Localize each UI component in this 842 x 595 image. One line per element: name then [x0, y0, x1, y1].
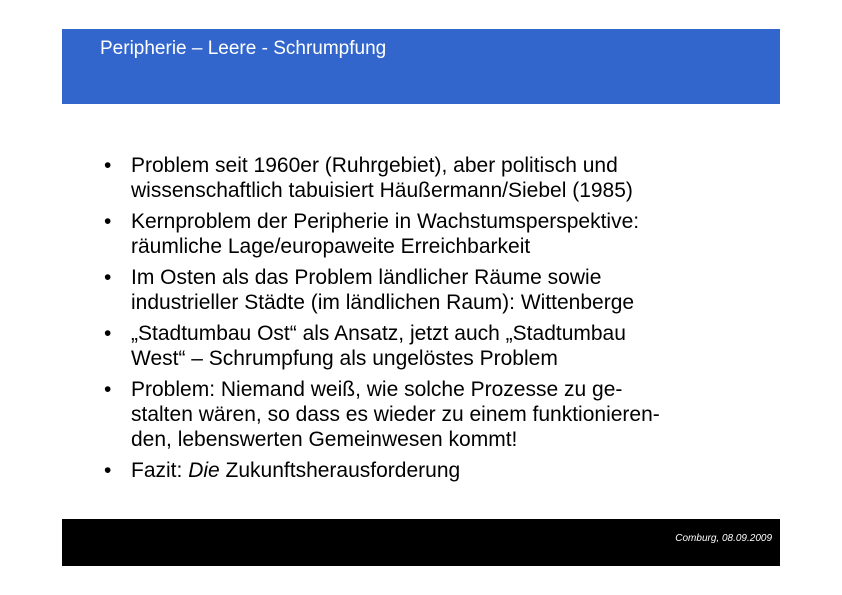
bullet-text [131, 321, 754, 371]
bullet-item [104, 321, 754, 371]
bullet-line: West“ – Schrumpfung als ungelöstes Problem [131, 347, 558, 370]
bullet-marker: • [104, 322, 112, 345]
bullet-text [131, 153, 754, 203]
bullet-item [104, 153, 754, 203]
bullet-line: den, lebenswerten Gemeinwesen kommt! [131, 428, 518, 451]
bullet-line: räumliche Lage/europaweite Erreichbarkeit [131, 235, 531, 258]
bullet-line: Problem seit 1960er (Ruhrgebiet), aber politisch und [131, 154, 618, 177]
bullet-line: stalten wären, so dass es wieder zu einem funktionieren- [131, 403, 660, 426]
bullet-item [104, 377, 754, 452]
bullet-text [131, 209, 754, 259]
footer-bar [62, 519, 780, 566]
bullet-marker: • [104, 378, 112, 401]
bullet-emphasis: Die [188, 459, 220, 482]
bullet-line: industrieller Städte (im ländlichen Raum): Wittenberge [131, 291, 635, 314]
bullet-text [131, 377, 754, 452]
bullet-suffix: Zukunftsherausforderung [219, 459, 461, 482]
bullet-line: Im Osten als das Problem ländlicher Räume sowie [131, 266, 602, 289]
bullet-item [104, 265, 754, 315]
bullet-marker: • [104, 266, 112, 289]
bullet-prefix: Fazit: [131, 459, 189, 482]
bullet-item [104, 209, 754, 259]
bullet-item [104, 458, 754, 483]
bullet-marker: • [104, 210, 112, 233]
bullet-list [104, 153, 754, 489]
slide-title: Peripherie – Leere - Schrumpfung [100, 38, 387, 59]
bullet-line: wissenschaftlich tabuisiert Häußermann/Siebel (1985) [131, 179, 633, 202]
bullet-line: Kernproblem der Peripherie in Wachstumsperspektive: [131, 210, 640, 233]
bullet-text [131, 265, 754, 315]
header-bar [62, 29, 780, 104]
bullet-line: „Stadtumbau Ost“ als Ansatz, jetzt auch „Stadtumbau [131, 322, 626, 345]
bullet-text [131, 458, 754, 483]
bullet-marker: • [104, 459, 112, 482]
footer-date: Comburg, 08.09.2009 [675, 533, 772, 544]
bullet-line [131, 458, 754, 483]
bullet-marker: • [104, 154, 112, 177]
bullet-line: Problem: Niemand weiß, wie solche Prozesse zu ge- [131, 378, 623, 401]
